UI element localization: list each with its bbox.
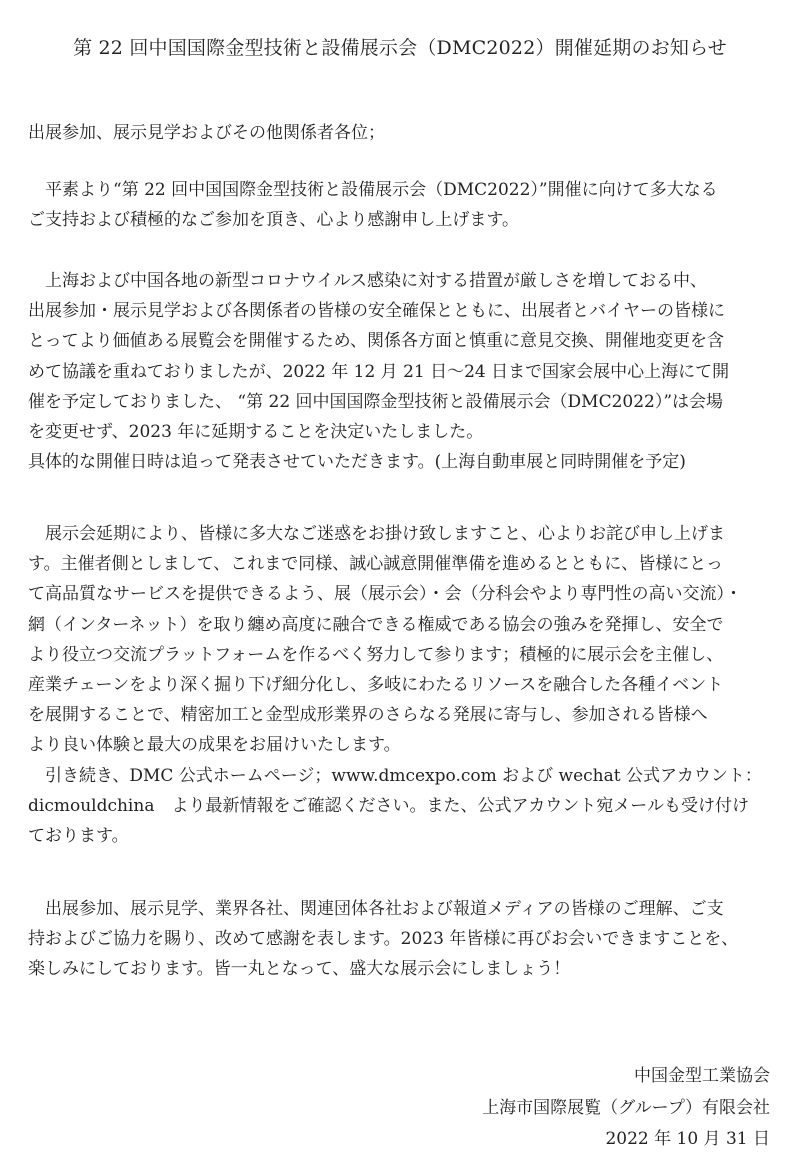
paragraph-line: 出展参加、展示見学、業界各社、関連団体各社および報道メディアの皆様のご理解、ご支: [28, 899, 724, 919]
signature-block: [482, 1061, 770, 1156]
paragraph-line: を変更せず、2023 年に延期することを決定いたしました。: [28, 421, 484, 442]
paragraph-line: を展開することで、精密加工と金型成形業界のさらなる発展に寄与し、参加される皆様へ: [28, 705, 708, 726]
paragraph-line: より役立つ交流プラットフォームを作るべく努力して参ります；積極的に展示会を主催し、: [28, 644, 724, 665]
signature-org-exhibition-group: 上海市国際展覧（グループ）有限会社: [482, 1097, 770, 1118]
paragraph-line: 催を予定しておりました、 “第 22 回中国国際金型技術と設備展示会（DMC2022）”は会場: [28, 391, 724, 412]
paragraph-line: 展示会延期により、皆様に多大なご迷惑をお掛け致しますこと、心よりお詫び申し上げま: [28, 524, 725, 544]
paragraph-line: て高品質なサービスを提供できるよう、展（展示会）・会（分科会やより専門性の高い交流）・: [28, 584, 742, 605]
addressee-line: [28, 118, 772, 148]
paragraph-apology: [28, 519, 772, 851]
paragraph-line: 出展参加・展示見学および各関係者の皆様の安全確保とともに、出展者とバイヤーの皆様に: [28, 301, 725, 322]
paragraph-line: 楽しみにしております。皆一丸となって、盛大な展示会にしましょう！: [28, 959, 571, 980]
paragraph-line: 上海および中国各地の新型コロナウイルス感染に対する措置が厳しさを増しておる中、: [28, 271, 707, 291]
signature-date: 2022 年 10 月 31 日: [605, 1129, 770, 1149]
paragraph-gratitude: [28, 175, 772, 235]
paragraph-line: ております。: [28, 825, 129, 846]
paragraph-line: ご支持および積極的なご参加を頂き、心より感謝申し上げます。: [28, 210, 519, 231]
paragraph-postponement: [28, 266, 772, 477]
paragraph-line: 持およびご協力を賜り、改めて感謝を表します。2023 年皆様に再びお会いできますことを、: [28, 929, 739, 950]
paragraph-line: す。主催者側としまして、これまで同様、誠心誠意開催準備を進めるとともに、皆様にとっ: [28, 554, 723, 575]
paragraph-line: 網（インターネット）を取り纏め高度に融合できる権威である協会の強みを発揮し、安全で: [28, 614, 724, 635]
paragraph-line: 産業チェーンをより深く掘り下げ細分化し、多岐にわたるリソースを融合した各種イベント: [28, 674, 724, 695]
document-title: 第 22 回中国国際金型技術と設備展示会（DMC2022）開催延期のお知らせ: [73, 37, 727, 59]
paragraph-closing: [28, 894, 772, 985]
paragraph-line: dicmouldchina より最新情報をご確認ください。また、公式アカウント宛メールも受け付け: [28, 795, 749, 816]
paragraph-line: より良い体験と最大の成果をお届けいたします。: [28, 735, 401, 756]
signature-org-association: 中国金型工業協会: [634, 1066, 770, 1086]
paragraph-line: 平素より“第 22 回中国国際金型技術と設備展示会（DMC2022）”開催に向けて多大なる: [28, 180, 718, 200]
paragraph-line: とってより価値ある展覧会を開催するため、関係各方面と慎重に意見交換、開催地変更を含: [28, 331, 724, 352]
paragraph-line: めて協議を重ねておりましたが、2022 年 12 月 21 日〜24 日まで国家会展中心上海にて開: [28, 361, 730, 382]
paragraph-line: 具体的な開催日時は追って発表させていただきます。(上海自動車展と同時開催を予定): [28, 452, 686, 473]
paragraph-line: 引き続き、DMC 公式ホームページ；www.dmcexpo.com および wechat 公式アカウント：: [28, 765, 762, 786]
addressee-text: 出展参加、展示見学およびその他関係者各位；: [28, 123, 385, 143]
